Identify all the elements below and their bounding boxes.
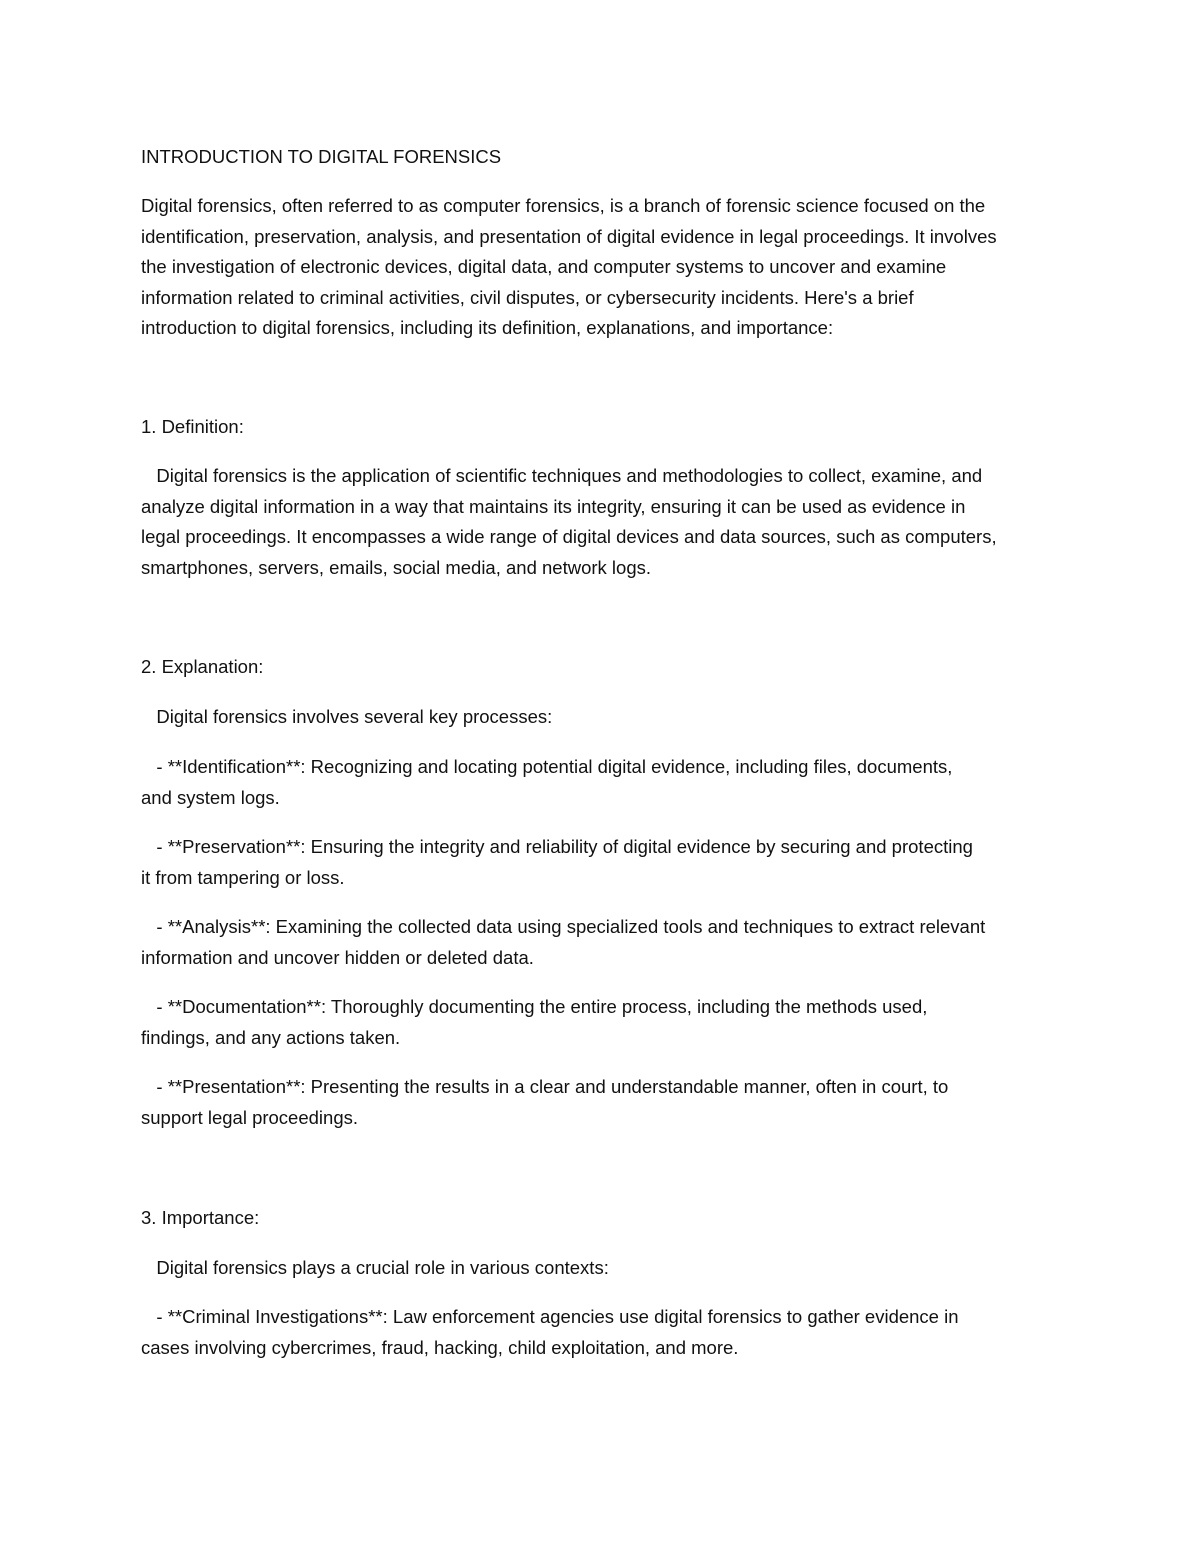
list-item-line: findings, and any actions taken. — [141, 1026, 401, 1048]
title-text: INTRODUCTION TO DIGITAL FORENSICS — [141, 146, 502, 167]
list-item-criminal-investigations — [141, 1302, 1071, 1363]
document-title — [141, 142, 1071, 173]
list-item-identification — [141, 752, 1071, 813]
section-heading: 2. Explanation: — [141, 656, 264, 677]
definition-line: analyze digital information in a way that maintains its integrity, ensuring it can be used as evidence in — [141, 495, 966, 517]
list-item-presentation — [141, 1072, 1071, 1133]
importance-intro-line: Digital forensics plays a crucial role in various contexts: — [141, 1257, 609, 1278]
explanation-intro-line: Digital forensics involves several key processes: — [141, 706, 553, 727]
definition-line: legal proceedings. It encompasses a wide range of digital devices and data sources, such as computers, — [141, 526, 997, 547]
importance-heading — [141, 1203, 1071, 1234]
list-item-analysis — [141, 912, 1071, 973]
definition-line: Digital forensics is the application of scientific techniques and methodologies to collect, examine, and — [141, 465, 983, 486]
list-item-line: - **Presentation**: Presenting the results in a clear and understandable manner, often in court, to — [141, 1076, 949, 1097]
definition-line: smartphones, servers, emails, social media, and network logs. — [141, 556, 651, 578]
list-item-line: information and uncover hidden or deleted data. — [141, 946, 534, 968]
definition-heading — [141, 412, 1071, 443]
section-heading: 3. Importance: — [141, 1207, 260, 1228]
explanation-heading — [141, 652, 1071, 683]
list-item-line: and system logs. — [141, 786, 280, 808]
importance-intro — [141, 1253, 1071, 1284]
list-item-line: - **Preservation**: Ensuring the integrity and reliability of digital evidence by securing and protecting — [141, 836, 973, 857]
list-item-line: it from tampering or loss. — [141, 866, 345, 888]
intro-line: introduction to digital forensics, including its definition, explanations, and importance: — [141, 317, 834, 338]
intro-line: the investigation of electronic devices, digital data, and computer systems to uncover and examine — [141, 256, 947, 277]
list-item-line: - **Criminal Investigations**: Law enforcement agencies use digital forensics to gather evidence in — [141, 1306, 959, 1327]
intro-line: information related to criminal activities, civil disputes, or cybersecurity incidents. Here's a brief — [141, 286, 914, 308]
section-heading: 1. Definition: — [141, 416, 244, 437]
list-item-documentation — [141, 992, 1071, 1053]
list-item-line: - **Analysis**: Examining the collected data using specialized tools and techniques to extract relevant — [141, 916, 986, 937]
list-item-line: - **Documentation**: Thoroughly documenting the entire process, including the methods used, — [141, 996, 928, 1017]
list-item-line: support legal proceedings. — [141, 1106, 359, 1128]
definition-paragraph — [141, 461, 1071, 583]
intro-line: identification, preservation, analysis, and presentation of digital evidence in legal proceedings. It involves — [141, 225, 997, 247]
list-item-line: cases involving cybercrimes, fraud, hacking, child exploitation, and more. — [141, 1336, 739, 1358]
list-item-line: - **Identification**: Recognizing and locating potential digital evidence, including files, documents, — [141, 756, 953, 777]
explanation-intro — [141, 702, 1071, 733]
intro-line: Digital forensics, often referred to as computer forensics, is a branch of forensic science focused on the — [141, 195, 986, 216]
intro-paragraph — [141, 191, 1071, 344]
list-item-preservation — [141, 832, 1071, 893]
